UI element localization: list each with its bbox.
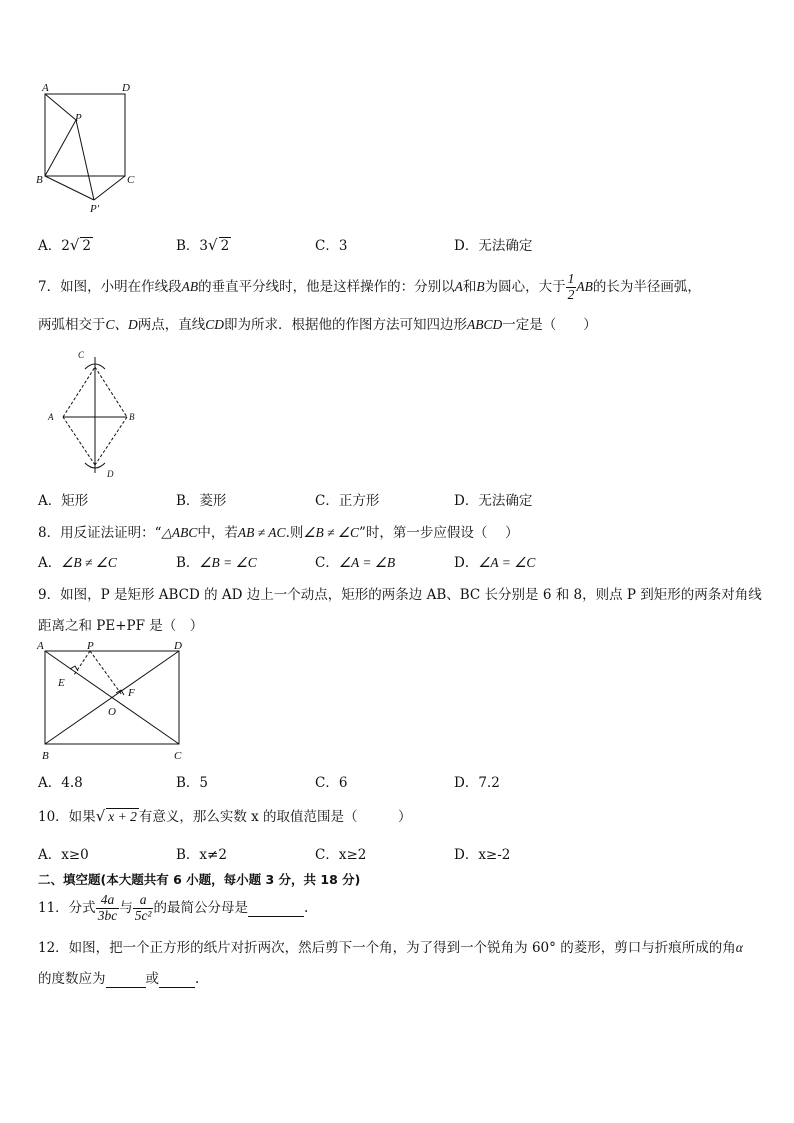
q11-fraction-2: $\frac{a}{\text{5c²}}$	[134, 892, 152, 923]
q10-option-b[interactable]: B．x≠2	[176, 847, 227, 863]
q12-answer-blank-1[interactable]	[106, 971, 146, 988]
q12-answer-blank-2[interactable]	[159, 971, 195, 988]
q8-stem: 8．用反证法证明：“△ABC中，若AB ≠ AC.则∠B ≠ ∠C”时，第一步应假设（ ）	[38, 525, 519, 541]
q6-label-A: A	[42, 82, 49, 94]
q7-figure	[40, 345, 150, 480]
q9-label-A: A	[37, 640, 44, 652]
q7-stem-line1: 7．如图，小明在作线段AB的垂直平分线时，他是这样操作的：分别以A和B为圆心，大于 $\frac{1}{2}$ AB的长为半径画弧，	[38, 271, 701, 302]
q7-label-C: C	[78, 350, 85, 360]
q7-label-A: A	[48, 412, 54, 422]
q9-label-B: B	[42, 750, 49, 762]
q7-stem-line2: 两弧相交于C、D两点，直线CD即为所求．根据他的作图方法可知四边形ABCD一定是（ ）	[38, 317, 597, 333]
q9-option-d[interactable]: D．7.2	[454, 775, 500, 791]
q6-option-a[interactable]: A．2√ 2	[38, 236, 91, 254]
q9-label-F: F	[128, 687, 135, 699]
q11-answer-blank[interactable]	[248, 900, 304, 917]
q9-stem-line1: 9．如图，P 是矩形 ABCD 的 AD 边上一个动点，矩形的两条边 AB、BC 长分别是 6 和 8，则点 P 到矩形的两条对角线	[38, 587, 762, 603]
q10-option-a[interactable]: A．x≥0	[38, 847, 89, 863]
q9-option-c[interactable]: C．6	[315, 775, 348, 791]
q8-option-d[interactable]: D．∠A = ∠C	[454, 555, 536, 571]
q6-label-C: C	[127, 174, 135, 186]
q10-option-d[interactable]: D．x≥-2	[454, 847, 511, 863]
q7-option-b[interactable]: B．菱形	[176, 493, 227, 509]
q6-label-P2: P′	[90, 203, 100, 215]
q8-option-b[interactable]: B．∠B = ∠C	[176, 555, 257, 571]
q10-radicand: x + 2	[108, 809, 137, 824]
q6-figure	[30, 80, 140, 220]
q11-stem: 11．分式 $\frac{4a}{3bc}$ 与 $\frac{a}{\text{5c²}}$ 的最简公分母是 .	[38, 892, 309, 923]
section-2-title: 二、填空题(本大题共有 6 小题，每小题 3 分，共 18 分)	[38, 872, 361, 887]
q6-option-d[interactable]: D．无法确定	[454, 238, 533, 254]
q9-label-E: E	[58, 677, 65, 689]
q7-label-D: D	[107, 469, 114, 479]
q6-option-b[interactable]: B．3√ 2	[176, 236, 230, 254]
q6-label-P: P	[75, 112, 82, 124]
q11-fraction-1: $\frac{4a}{3bc}$	[97, 892, 118, 923]
q6-label-B: B	[36, 174, 43, 186]
q9-option-a[interactable]: A．4.8	[38, 775, 83, 791]
q10-option-c[interactable]: C．x≥2	[315, 847, 367, 863]
q7-option-a[interactable]: A．矩形	[38, 493, 89, 509]
q12-stem-line1: 12．如图，把一个正方形的纸片对折两次，然后剪下一个角，为了得到一个锐角为 60° 的菱形，剪口与折痕所成的角α	[38, 940, 743, 956]
q12-stem-line2: 的度数应为 或 .	[38, 971, 200, 987]
q6-option-c[interactable]: C．3	[315, 238, 348, 254]
q7-option-c[interactable]: C．正方形	[315, 493, 380, 509]
q7-option-d[interactable]: D．无法确定	[454, 493, 533, 509]
q9-label-P: P	[87, 640, 94, 652]
q9-option-b[interactable]: B．5	[176, 775, 209, 791]
q7-label-B: B	[129, 412, 135, 422]
q9-label-D: D	[174, 640, 182, 652]
q9-stem-line2: 距离之和 PE+PF 是（ ）	[38, 618, 204, 634]
q10-stem: 10．如果√ x + 2 有意义，那么实数 x 的取值范围是（ ）	[38, 807, 412, 825]
q7-fraction: $\frac{1}{2}$	[567, 271, 575, 302]
q6-label-D: D	[122, 82, 130, 94]
q8-option-a[interactable]: A．∠B ≠ ∠C	[38, 555, 117, 571]
q9-figure	[32, 638, 192, 766]
q9-label-O: O	[108, 706, 116, 718]
q9-label-C: C	[174, 750, 182, 762]
q8-option-c[interactable]: C．∠A = ∠B	[315, 555, 396, 571]
